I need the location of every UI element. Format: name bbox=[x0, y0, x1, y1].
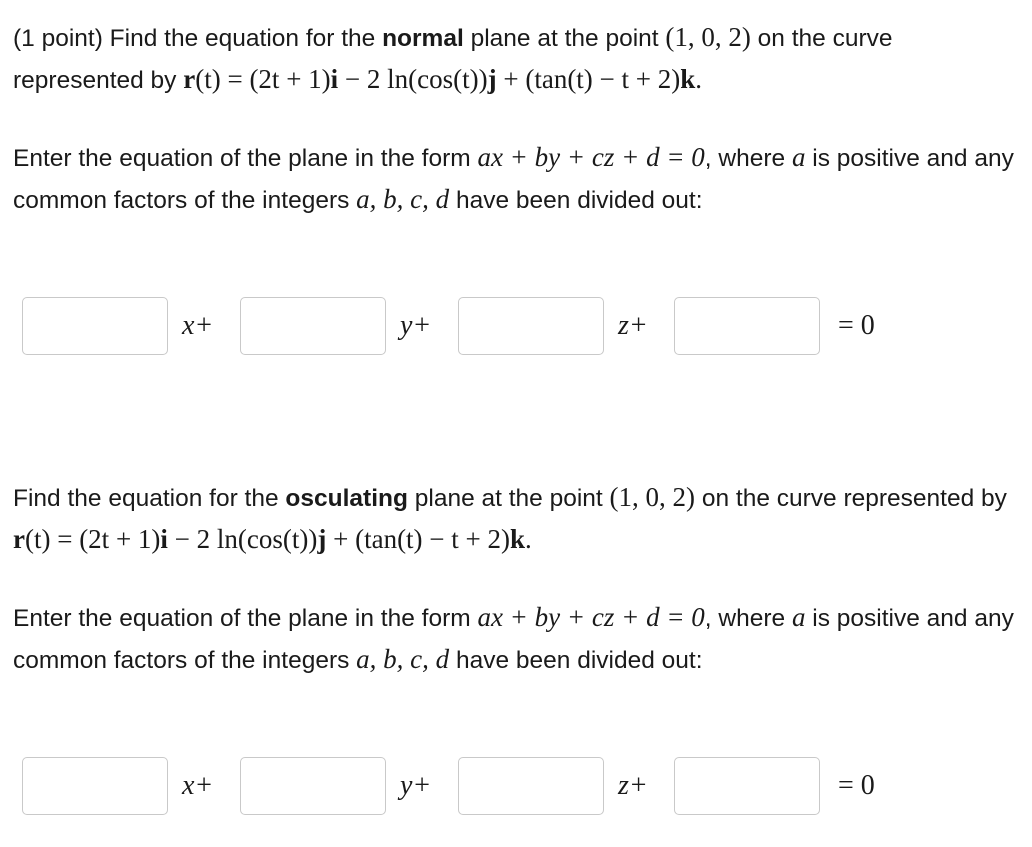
instruction-text: , where bbox=[704, 605, 792, 632]
question-keyword: osculating bbox=[285, 485, 408, 512]
osculating-plane-answer-row bbox=[0, 757, 1032, 817]
question-text: on the curve represented by bbox=[695, 485, 1007, 512]
integers-list: a, b, c, d bbox=[356, 644, 450, 674]
question-text: on the curve represented by bbox=[13, 25, 893, 94]
coefficient-a-label: a bbox=[791, 142, 806, 172]
question-text: (1 point) Find the equation for the bbox=[13, 25, 383, 52]
curve-expression: (t) = (2t + 1) bbox=[195, 64, 331, 94]
coefficient-a-label: a bbox=[791, 602, 806, 632]
question-text: plane at the point bbox=[407, 485, 610, 512]
normal-plane-a-input[interactable] bbox=[22, 297, 168, 355]
osculating-plane-instruction bbox=[13, 597, 1018, 681]
instruction-text: , where bbox=[704, 145, 792, 172]
curve-expression: − 2 ln(cos(t)) bbox=[338, 64, 488, 94]
curve-expression: . bbox=[695, 64, 703, 94]
instruction-text: Enter the equation of the plane in the form bbox=[13, 605, 478, 632]
curve-expression: − 2 ln(cos(t)) bbox=[167, 524, 318, 554]
unit-vector-j: j bbox=[317, 524, 327, 554]
unit-vector-j: j bbox=[487, 64, 497, 94]
curve-expression: . bbox=[525, 524, 532, 554]
question-keyword: normal bbox=[382, 25, 464, 52]
normal-plane-instruction bbox=[13, 137, 1018, 221]
normal-plane-c-input[interactable] bbox=[458, 297, 604, 355]
osculating-plane-d-input[interactable] bbox=[674, 757, 820, 815]
osculating-plane-question bbox=[13, 477, 1018, 561]
instruction-text: is positive and any common factors of the integers bbox=[13, 145, 1014, 214]
point-coordinates: (1, 0, 2) bbox=[609, 482, 696, 512]
instruction-text: Enter the equation of the plane in the form bbox=[13, 145, 478, 172]
osculating-plane-c-input[interactable] bbox=[458, 757, 604, 815]
point-coordinates: (1, 0, 2) bbox=[665, 22, 751, 52]
osculating-plane-a-input[interactable] bbox=[22, 757, 168, 815]
integers-list: a, b, c, d bbox=[356, 184, 450, 214]
normal-plane-question bbox=[13, 17, 1018, 101]
x-label: x+ bbox=[182, 770, 214, 801]
curve-expression: + (tan(t) − t + 2) bbox=[326, 524, 510, 554]
x-label: x+ bbox=[182, 310, 214, 341]
plane-form-equation: ax + by + cz + d = 0 bbox=[477, 142, 705, 172]
question-text: Find the equation for the bbox=[13, 485, 286, 512]
unit-vector-i: i bbox=[330, 64, 339, 94]
y-label: y+ bbox=[400, 310, 432, 341]
unit-vector-k: k bbox=[510, 524, 526, 554]
plane-form-equation: ax + by + cz + d = 0 bbox=[477, 602, 705, 632]
normal-plane-answer-row bbox=[0, 297, 1032, 357]
curve-vector-r: r bbox=[13, 524, 25, 554]
curve-vector-r: r bbox=[183, 64, 196, 94]
unit-vector-i: i bbox=[160, 524, 168, 554]
z-label: z+ bbox=[618, 770, 648, 801]
unit-vector-k: k bbox=[680, 64, 696, 94]
instruction-text: have been divided out: bbox=[449, 647, 703, 674]
curve-expression: (t) = (2t + 1) bbox=[24, 524, 161, 554]
normal-plane-d-input[interactable] bbox=[674, 297, 820, 355]
z-label: z+ bbox=[618, 310, 648, 341]
y-label: y+ bbox=[400, 770, 432, 801]
instruction-text: have been divided out: bbox=[449, 187, 703, 214]
curve-expression: + (tan(t) − t + 2) bbox=[496, 64, 681, 94]
normal-plane-b-input[interactable] bbox=[240, 297, 386, 355]
equals-zero-label: = 0 bbox=[838, 770, 875, 801]
instruction-text: is positive and any common factors of the integers bbox=[13, 605, 1014, 674]
equals-zero-label: = 0 bbox=[838, 310, 875, 341]
question-text: plane at the point bbox=[463, 25, 666, 52]
osculating-plane-b-input[interactable] bbox=[240, 757, 386, 815]
